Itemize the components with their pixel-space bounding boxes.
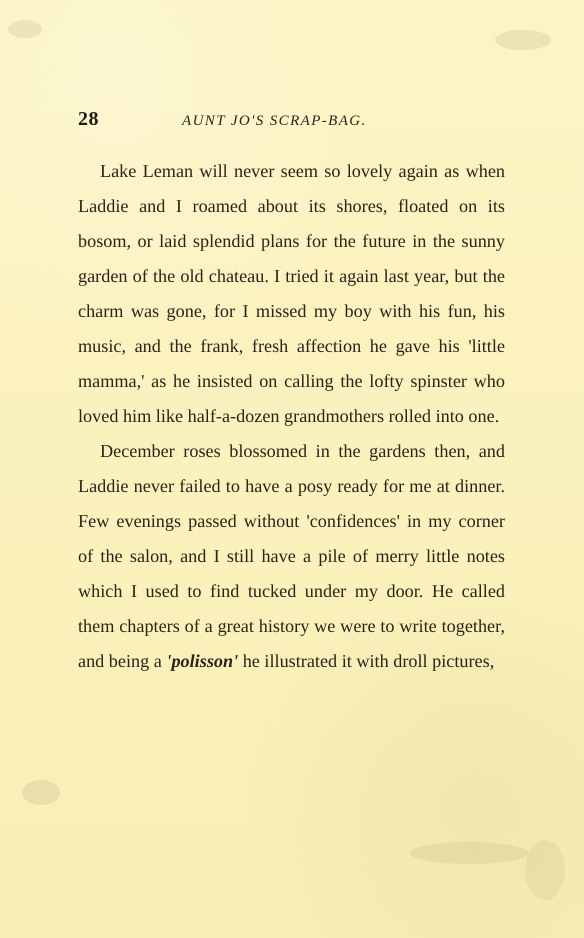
paragraph-2-italic-word: 'polisson': [166, 651, 239, 671]
page-text: [78, 154, 505, 679]
paragraph-2-start: December roses blossomed in the gardens then, and Laddie never failed to have a posy ready for me at dinner. Few evenings passed without 'confidences' in my corner of the salon, and I still have a pile of merry little notes which I used to find tucked under my door. He called them chapters of a great history we were to write together, and being a: [78, 441, 505, 671]
paper-speck: [410, 842, 528, 864]
page-header: [78, 108, 508, 138]
paragraph-1: Lake Leman will never seem so lovely again as when Laddie and I roamed about its shores, floated on its bosom, or laid splendid plans for the future in the sunny garden of the old chateau. I tried it again last year, but the charm was gone, for I missed my boy with his fun, his music, and the frank, fresh affection he gave his 'little mamma,' as he insisted on calling the lofty spinster who loved him like half-a-dozen grandmothers rolled into one.: [78, 161, 505, 426]
paper-speck: [495, 30, 551, 50]
paragraph-2-end: he illustrated it with droll pictures,: [238, 651, 495, 671]
page-number: 28: [78, 108, 99, 130]
paragraph-2: [78, 434, 505, 679]
paper-speck: [525, 840, 565, 900]
running-title: AUNT JO'S SCRAP-BAG.: [182, 113, 367, 129]
paper-speck: [8, 20, 42, 38]
paper-speck: [22, 780, 60, 805]
